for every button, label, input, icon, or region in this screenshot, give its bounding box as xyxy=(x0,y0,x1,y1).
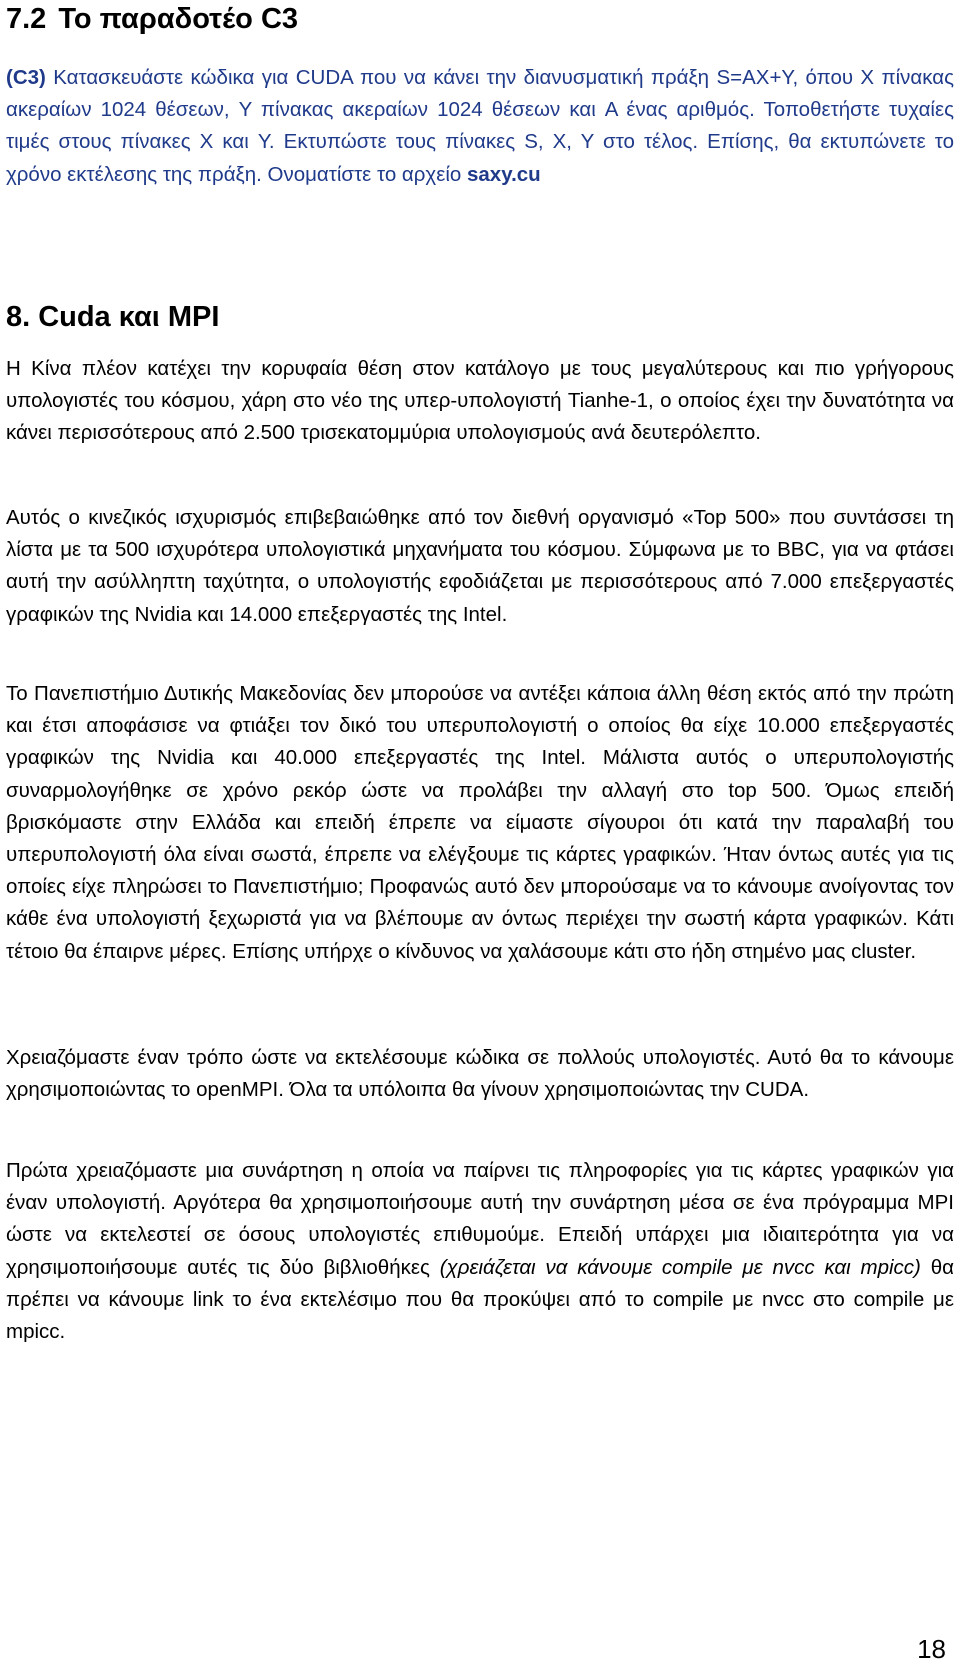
section-number: 8. xyxy=(6,301,31,333)
paragraph-function-end: θα πρέπει να κάνουμε link το ένα εκτελέσιμο που θα προκύψει από το compile με nvcc στο compile με mpicc. xyxy=(6,1255,954,1344)
c3-label: (C3) xyxy=(6,66,46,89)
paragraph-function-italic: (χρειάζεται να κάνουμε compile με nvcc και mpicc) xyxy=(439,1255,921,1279)
paragraph-openmpi: Χρειαζόμαστε έναν τρόπο ώστε να εκτελέσουμε κώδικα σε πολλούς υπολογιστές. Αυτό θα το κάνουμε χρησιμοποιώντας το openMPI. Όλα τα υπόλοιπα θα γίνουν χρησιμοποιώντας την CUDA. xyxy=(6,1046,954,1102)
paragraph-china-tianhe: Η Κίνα πλέον κατέχει την κορυφαία θέση στον κατάλογο με τους μεγαλύτερους και πιο γρήγορους υπολογιστές του κόσμου, χάρη στο νέο της υπερ-υπολογιστή Tianhe-1, ο οποίος έχει την δυνατότητα να κάνει περισσότερους από 2.500 τρισεκατομμύρια υπολογισμούς ανά δευτερόλεπτο. xyxy=(6,357,954,445)
subsection-heading xyxy=(6,2,298,36)
c3-filename: saxy.cu xyxy=(467,162,541,186)
section-heading xyxy=(6,300,219,334)
paragraph-university: Το Πανεπιστήμιο Δυτικής Μακεδονίας δεν μπορούσε να αντέξει κάποια άλλη θέση εκτός από την πρώτη και έτσι αποφάσισε να φτιάξει τον δικό του υπερυπολογιστή ο οποίος θα είχε 10.000 επεξεργαστές γραφικών της Nvidia και 40.000 επεξεργαστές της Intel. Μάλιστα αυτός ο υπερυπολογιστής συναρμολογήθηκε σε χρόνο ρεκόρ ώστε να προλάβει την αλλαγή στο top 500. Όμως επειδή βρισκόμαστε στην Ελλάδα και επειδή έπρεπε να είμαστε σίγουροι ότι κατά την παραλαβή του υπερυπολογιστή όλα είναι σωστά, έπρεπε να ελέγξουμε τις κάρτες γραφικών. Ήταν όντως αυτές για τις οποίες είχε πληρώσει το Πανεπιστήμιο; Προφανώς αυτό δεν μπορούσαμε να το κάνουμε ανοίγοντας τον κάθε ένα υπολογιστή ξεχωριστά για να βλέπουμε αν όντως περιέχει την σωστή κάρτα γραφικών. Κάτι τέτοιο θα έπαιρνε μέρες. Επίσης υπήρχε ο κίνδυνος να χαλάσουμε κάτι στο ήδη στημένο μας cluster. xyxy=(6,682,954,963)
paragraph-function-start: Πρώτα χρειαζόμαστε μια συνάρτηση η οποία να παίρνει τις πληροφορίες για τις κάρτες γραφικών για έναν υπολογιστή. Αργότερα θα χρησιμοποιήσουμε αυτή την συνάρτηση μέσα σε ένα πρόγραμμα MPI ώστε να εκτελεστεί σε όσους υπολογιστές επιθυμούμε. Επειδή υπάρχει μια ιδιαιτερότητα για να χρησιμοποιήσουμε αυτές τις δύο βιβλιοθήκες xyxy=(6,1159,954,1279)
section-title: Cuda και MPI xyxy=(38,301,220,333)
paragraph-top500: Αυτός ο κινεζικός ισχυρισμός επιβεβαιώθηκε από τον διεθνή οργανισμό «Top 500» που συντάσσει τη λίστα με τα 500 ισχυρότερα υπολογιστικά μηχανήματα του κόσμου. Σύμφωνα με το BBC, για να φτάσει αυτή την ασύλληπτη ταχύτητα, ο υπολογιστής εφοδιάζεται με περισσότερους από 7.000 επεξεργαστές γραφικών της Nvidia και 14.000 επεξεργαστές της Intel. xyxy=(6,506,954,626)
page-number: 18 xyxy=(917,1634,946,1664)
c3-deliverable-paragraph xyxy=(6,62,954,191)
subsection-title: Το παραδοτέο C3 xyxy=(58,3,299,35)
paragraph-function xyxy=(6,1155,954,1348)
subsection-number: 7.2 xyxy=(6,3,47,35)
c3-text: Κατασκευάστε κώδικα για CUDA που να κάνει την διανυσματική πράξη S=AX+Y, όπου X πίνακας ακεραίων 1024 θέσεων, Y πίνακας ακεραίων 1024 θέσεων και A ένας αριθμός. Τοποθετήστε τυχαίες τιμές στους πίνακες X και Y. Εκτυπώστε τους πίνακες S, X, Y στο τέλος. Επίσης, θα εκτυπώνετε το χρόνο εκτέλεσης της πράξη. Ονοματίστε το αρχείο xyxy=(6,66,954,186)
